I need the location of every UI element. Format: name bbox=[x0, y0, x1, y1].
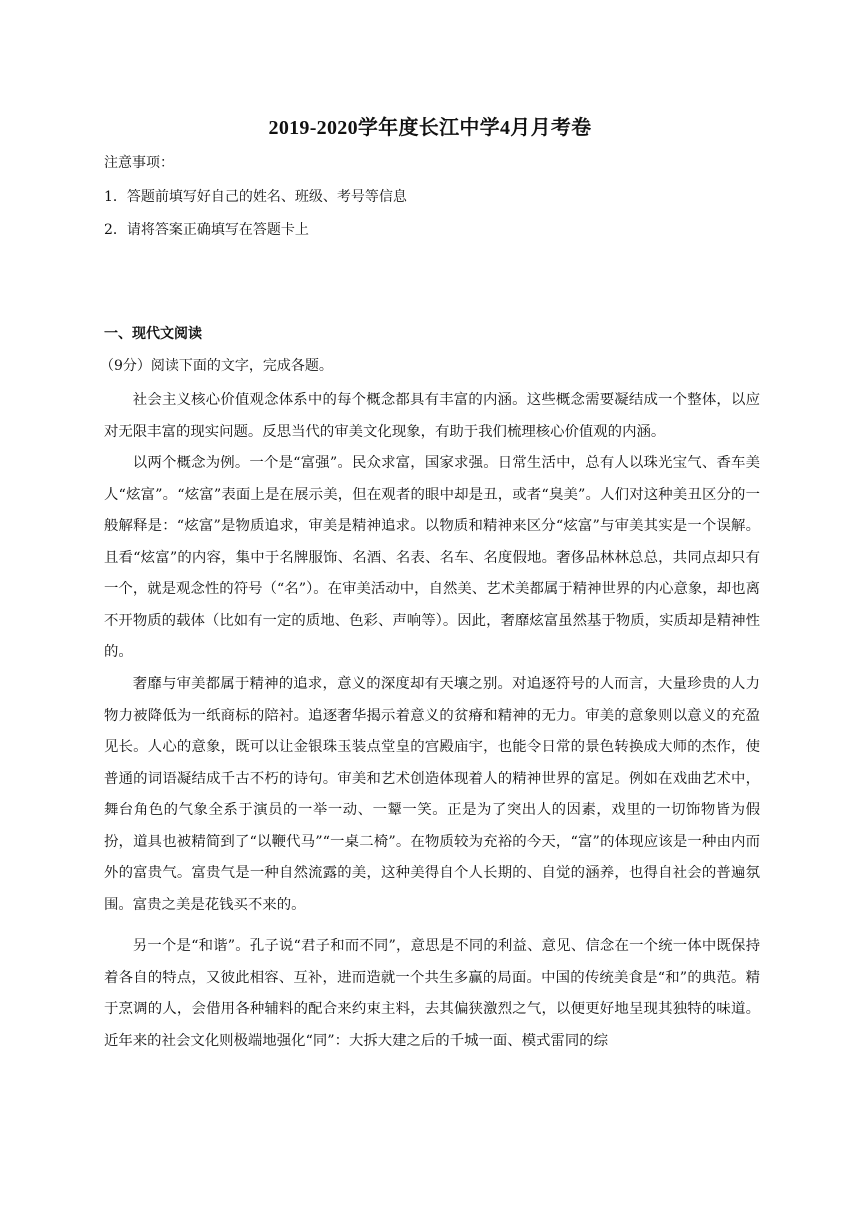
notice-heading: 注意事项： bbox=[104, 155, 174, 171]
notice-item-1: 1．答题前填写好自己的姓名、班级、考号等信息 bbox=[104, 189, 407, 205]
section-instruction: （9分）阅读下面的文字，完成各题。 bbox=[100, 358, 333, 374]
section-heading: 一、现代文阅读 bbox=[104, 326, 202, 342]
passage-paragraph-1: 社会主义核心价值观念体系中的每个概念都具有丰富的内涵。这些概念需要凝结成一个整体，以应对无限丰富的现实问题。反思当代的审美文化现象，有助于我们梳理核心价值观的内涵。 bbox=[104, 392, 760, 440]
passage-paragraph-4: 另一个是“和谐”。孔子说“君子和而不同”，意思是不同的利益、意见、信念在一个统一体中既保持着各自的特点，又彼此相容、互补，进而造就一个共生多赢的局面。中国的传统美食是“和”的典范。精于烹调的人，会借用各种辅料的配合来约束主料，去其偏狭激烈之气，以便更好地呈现其独特的味道。近年来的社会文化则极端地强化“同”：大拆大建之后的千城一面、模式雷同的综 bbox=[104, 938, 760, 1049]
notice-item-2: 2．请将答案正确填写在答题卡上 bbox=[104, 222, 309, 238]
passage-paragraph-3: 奢靡与审美都属于精神的追求，意义的深度却有天壤之别。对追逐符号的人而言，大量珍贵的人力物力被降低为一纸商标的陪衬。追逐奢华揭示着意义的贫瘠和精神的无力。审美的意象则以意义的充盈见长。人心的意象，既可以让金银珠玉装点堂皇的宫殿庙宇，也能令日常的景色转换成大师的杰作，使普通的词语凝结成千古不朽的诗句。审美和艺术创造体现着人的精神世界的富足。例如在戏曲艺术中，舞台角色的气象全系于演员的一举一动、一颦一笑。正是为了突出人的因素，戏里的一切饰物皆为假扮，道具也被精简到了“以鞭代马”“一桌二椅”。在物质较为充裕的今天，“富”的体现应该是一种由内而外的富贵气。富贵气是一种自然流露的美，这种美得自个人长期的、自觉的涵养，也得自社会的普遍氛围。富贵之美是花钱买不来的。 bbox=[104, 676, 760, 913]
passage-paragraph-2: 以两个概念为例。一个是“富强”。民众求富，国家求强。日常生活中，总有人以珠光宝气、香车美人“炫富”。“炫富”表面上是在展示美，但在观者的眼中却是丑，或者“臭美”。人们对这种美丑区分的一般解释是：“炫富”是物质追求，审美是精神追求。以物质和精神来区分“炫富”与审美其实是一个误解。且看“炫富”的内容，集中于名牌服饰、名酒、名表、名车、名度假地。奢侈品林林总总，共同点却只有一个，就是观念性的符号（“名”）。在审美活动中，自然美、艺术美都属于精神世界的内心意象，却也离不开物质的载体（比如有一定的质地、色彩、声响等）。因此，奢靡炫富虽然基于物质，实质却是精神性的。 bbox=[104, 455, 760, 660]
exam-title: 2019-2020学年度长江中学4月月考卷 bbox=[268, 117, 592, 139]
